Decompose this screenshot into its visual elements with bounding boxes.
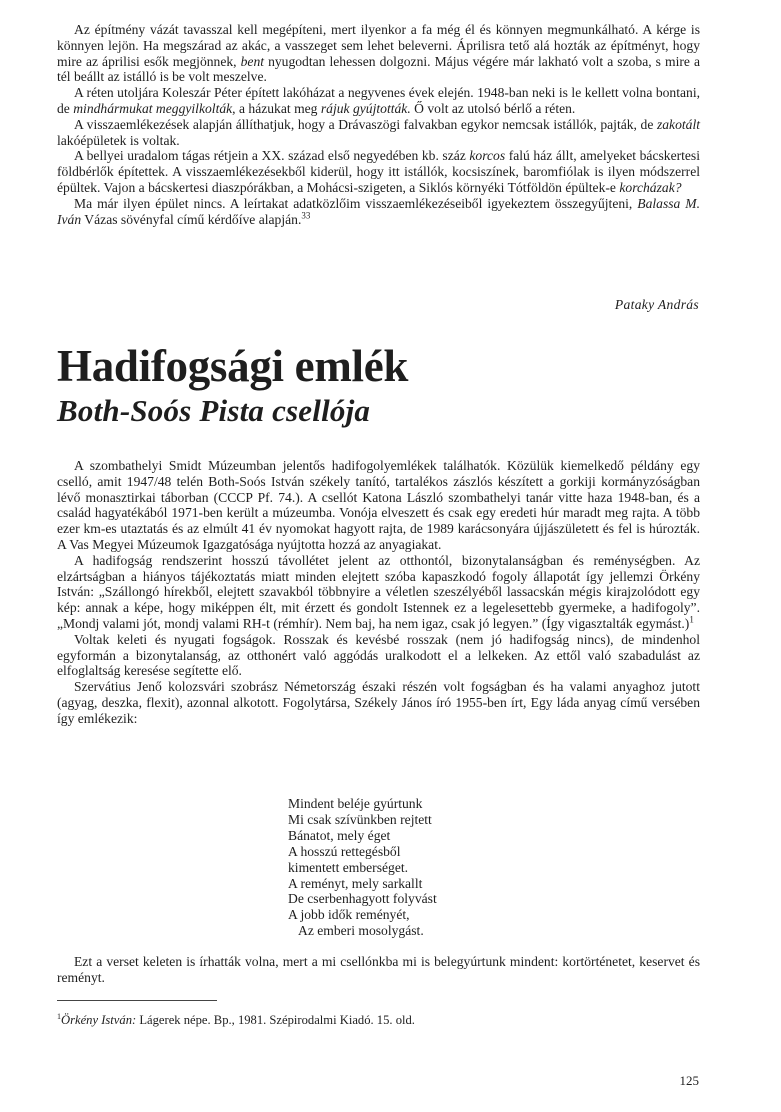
paragraph: A visszaemlékezések alapján állíthatjuk, hogy a Drávaszögi falvakban egykor nemcsak istállók, pajták, de zakotált lakóépületek is voltak. (57, 116, 700, 148)
paragraph: Szervátius Jenő kolozsvári szobrász Németország északi részén volt fogságban és ha valami anyaghoz jutott (agyag, deszka, flexit), azonnal alkotott. Fogolytársa, Székely János író 1955-ben írt, Egy láda anyag című versében így emlékezik: (57, 679, 700, 726)
paragraph: Voltak keleti és nyugati fogságok. Rosszak és kevésbé rosszak (nem jó hadifogság nincs), de mindenhol egyformán a bizonytalanság, az otthonért való aggódás uralkodott el a lelkeken. Az ettől való szabadulást az elfoglaltság keresése segítette elő. (57, 631, 700, 679)
poem-quote (288, 796, 437, 939)
poem-line: Az emberi mosolygást. (298, 923, 424, 939)
closing-text (57, 954, 700, 986)
footnote (57, 1013, 415, 1028)
article-subtitle: Both-Soós Pista csellója (57, 393, 371, 428)
preceding-article-text (57, 22, 700, 227)
paragraph: A szombathelyi Smidt Múzeumban jelentős hadifogolyemlékek találhatók. Közülük kiemelkedő példány egy cselló, amit 1947/48 telén Both-Soós István székely tanító, tartalékos zászlós készített a gorkiji kormányzóságban lévő monasztirkai táborban (CCCP Pf. 74.). A csellót Katona László szombathelyi tanár vitte haza 1948-ban, és a család hagyatékából 1971-ben került a múzeumba. Vonója elveszett és csak egy eredeti húr maradt meg rajta. A több ezer km-es utaztatás és az elmúlt 41 év nyomokat hagyott rajta, de 1989 karácsonyára újjászületett és fel is húrozták. A Vas Megyei Múzeumok Igazgatósága nyújtotta hozzá az anyagiakat. (57, 458, 700, 552)
paragraph: Ma már ilyen épület nincs. A leírtakat adatközlőim visszaemlékezéseiből igyekeztem összegyűjteni, Balassa M. Iván Vázas sövényfal című kérdőíve alapján.$^{33}$ (57, 195, 701, 227)
footnote-author: Örkény István: (61, 1013, 137, 1027)
poem-line: A hosszú rettegésből (288, 843, 401, 859)
page-number: 125 (679, 1073, 699, 1088)
poem-line: De cserbenhagyott folyvást (288, 891, 437, 907)
article-body (57, 458, 700, 727)
footnote-text: Lágerek népe. Bp., 1981. Szépirodalmi Kiadó. 15. old. (136, 1013, 415, 1027)
poem-line: A reményt, mely sarkallt (288, 875, 423, 891)
author-signature: Pataky András (614, 297, 699, 312)
footnote-marker: 1 (57, 1011, 61, 1021)
paragraph: A hadifogság rendszerint hosszú távollétet jelent az otthontól, bizonytalanságban és reménységben. Az elzártságban a hiányos tájékoztatás miatt minden elejtett szóba kapaszkodó fogoly állapotát így jellemzi Örkény István: „Szállongó hírekből, elejtett szavakból többnyire a véletlen szeszélyéből lassacskán mégis kirajzolódott egy kép: annak a képe, hogy miképpen élt, mit érzett és gondolt Istennek ez a legelesettebb gyermeke, a hadifogoly”. „Mondj valami jót, mondj valami RH-t (rémhír). Nem baj, ha nem igaz, csak jó legyen.” (Így vigasztalták egymást.)$^1$ (57, 552, 700, 631)
poem-line: Mindent beléje gyúrtunk (288, 796, 423, 811)
footnote-divider (57, 1000, 217, 1001)
poem-line: A jobb idők reményét, (288, 907, 410, 923)
paragraph: A bellyei uradalom tágas rétjein a XX. század első negyedében kb. száz korcos falú ház állt, amelyeket bácskertesi földbérlők építettek. A visszaemlékezésekből kiderül, hogy itt istállók, kocsiszínek, baromfiólak is ilyen módszerrel épültek. Vajon a bácskertesi diaszpórákban, a Mohácsi-szigeten, a Siklós környéki Tótföldön épültek-e korcházak? (57, 148, 701, 195)
poem-line: kimentett emberséget. (288, 859, 409, 875)
paragraph: Az építmény vázát tavasszal kell megépíteni, mert ilyenkor a fa még él és könnyen megmunkálható. A kérge is könnyen lejön. Ha megszárad az akác, a vasszeget sem lehet beleverni. Áprilisra tető alá hozták az építményt, hogy mire az áprilisi esők megjönnek, bent nyugodtan lehessen dolgozni. Május végére már lakható volt a szoba, s mire a tél beállt az istálló is be volt meszelve. (57, 22, 700, 85)
paragraph: Ezt a verset keleten is írhatták volna, mert a mi csellónkba mi is belegyúrtunk mindent: kortörténetet, keservet és reményt. (57, 954, 700, 985)
paragraph: A réten utoljára Koleszár Péter épített lakóházat a negyvenes évek elején. 1948-ban neki is le kellett volna bontani, de mindhármukat meggyilkolták, a házukat meg rájuk gyújtották. Ő volt az utolsó bérlő a réten. (57, 85, 700, 116)
poem-line: Bánatot, mely éget (288, 827, 391, 843)
poem-line: Mi csak szívünkben rejtett (288, 811, 432, 827)
article-title: Hadifogsági emlék (57, 341, 409, 391)
